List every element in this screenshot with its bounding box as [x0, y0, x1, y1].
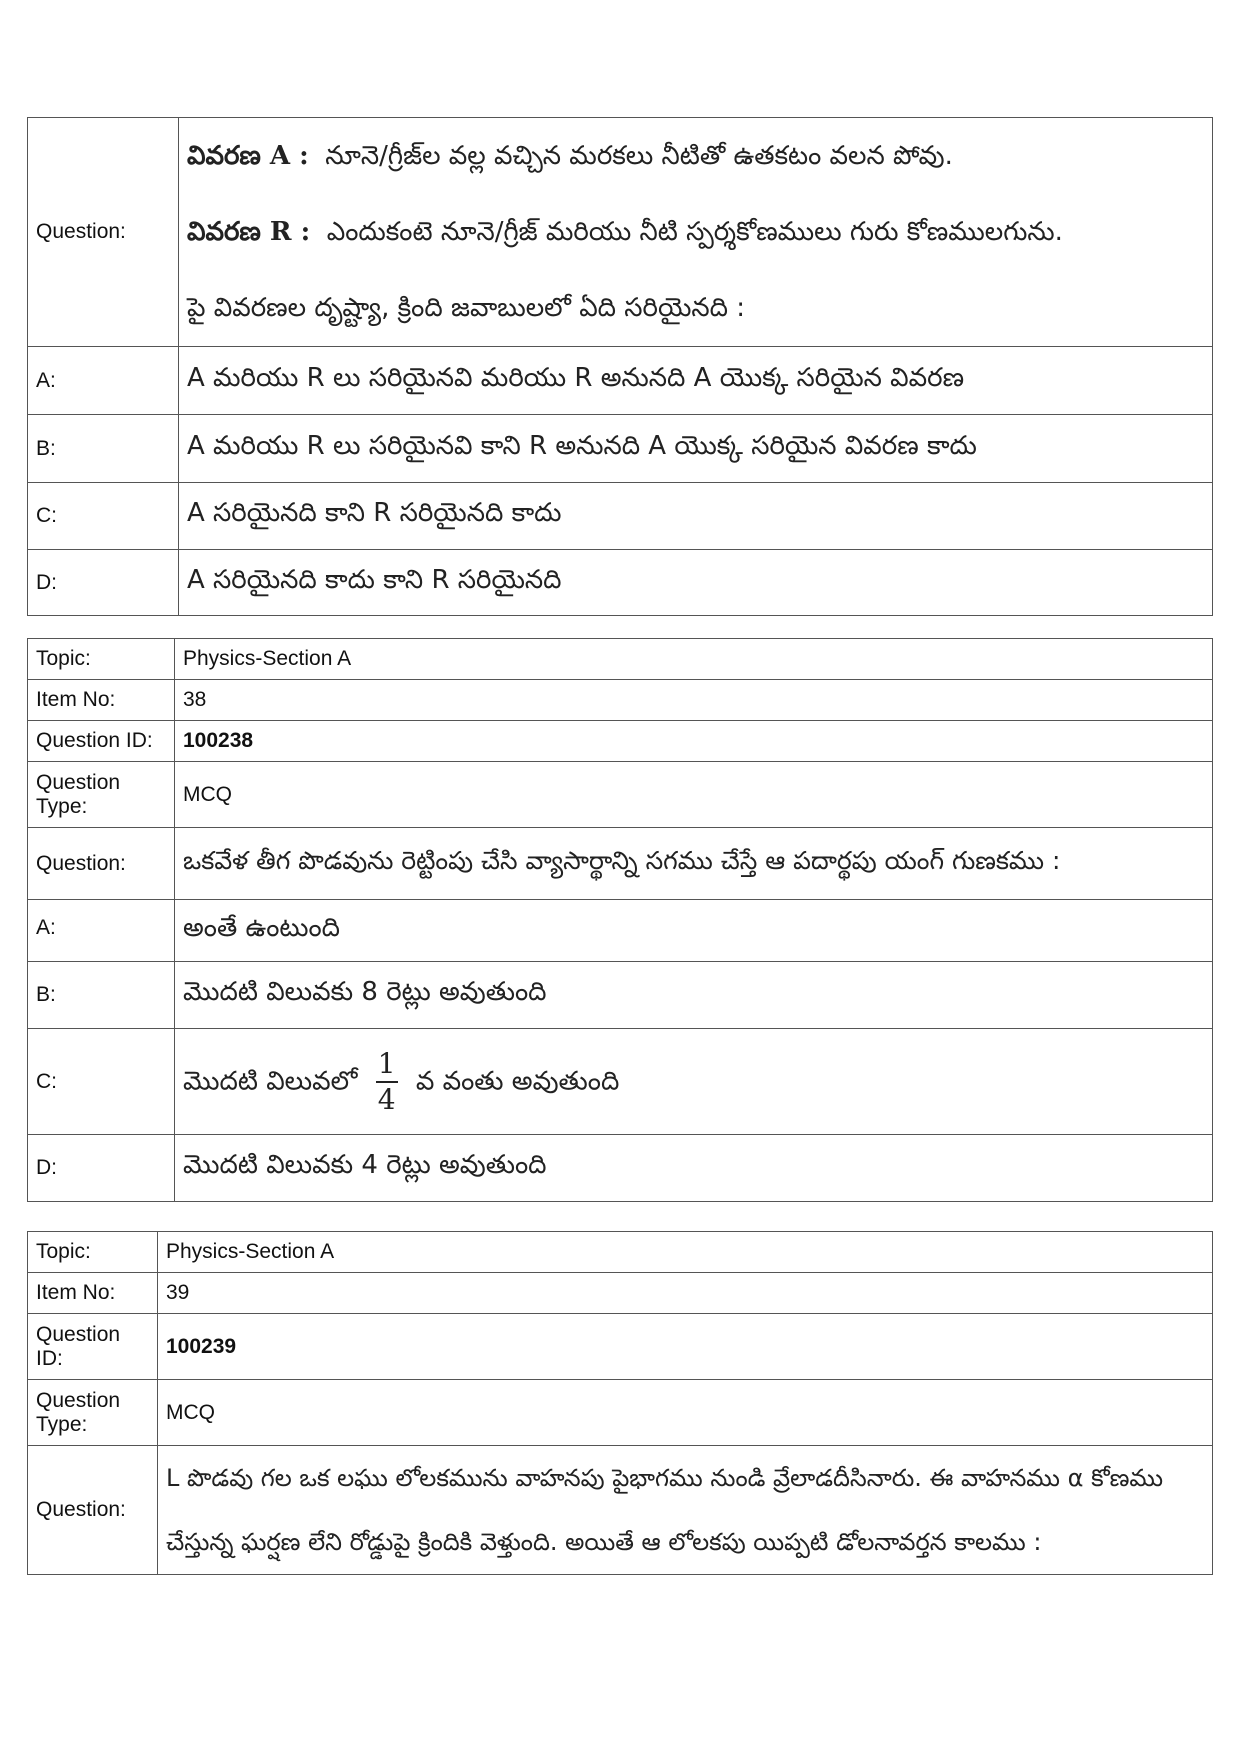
statement-a: వివరణ A : నూనె/గ్రీజ్‌ల వల్ల వచ్చిన మరకలు నీటితో ఉతకటం వలన పోవు. [187, 141, 953, 171]
fraction-denominator: 4 [377, 1082, 396, 1116]
option-a-text: A మరియు R లు సరియైనవి మరియు R అనునది A యొక్క సరియైన వివరణ [179, 347, 1213, 415]
question-id-label: Question ID: [28, 1314, 158, 1380]
question-label: Question: [28, 118, 179, 347]
question-id-label: Question ID: [28, 721, 175, 762]
fraction [376, 1047, 398, 1117]
option-label: A: [28, 900, 175, 962]
question-type-value: MCQ [158, 1380, 1213, 1446]
option-c-text: A సరియైనది కాని R సరియైనది కాదు [179, 483, 1213, 550]
option-label: A: [28, 347, 179, 415]
question-line-1: L పొడవు గల ఒక లఘు లోలకమును వాహనపు పైభాగము నుండి వ్రేలాడదీసినారు. ఈ వాహనము α కోణము [166, 1464, 1164, 1492]
option-label: B: [28, 415, 179, 483]
fraction-numerator: 1 [377, 1046, 396, 1080]
question-id-value: 100239 [158, 1314, 1213, 1380]
question-38-table [27, 638, 1213, 1202]
question-type-label: Question Type: [28, 1380, 158, 1446]
topic-value: Physics-Section A [175, 639, 1213, 680]
question-label: Question: [28, 828, 175, 900]
item-no-value: 38 [175, 680, 1213, 721]
question-line-2: చేస్తున్న ఘర్షణ లేని రోడ్డుపై క్రిందికి వెళ్తుంది. అయితే ఆ లోలకపు యిప్పటి డోలనావర్తన కాలము : [166, 1528, 1042, 1556]
option-b-text: A మరియు R లు సరియైనవి కాని R అనునది A యొక్క సరియైన వివరణ కాదు [179, 415, 1213, 483]
question-39-table [27, 1231, 1213, 1575]
question-label: Question: [28, 1446, 158, 1575]
question-type-label: Question Type: [28, 762, 175, 828]
statement-r: వివరణ R : ఎందుకంటె నూనె/గ్రీజ్ మరియు నీటి స్పర్శకోణములు గురు కోణములగును. [187, 217, 1063, 247]
option-b-text: మొదటి విలువకు 8 రెట్లు అవుతుంది [175, 962, 1213, 1029]
option-label: D: [28, 550, 179, 616]
question-37-text [179, 118, 1213, 347]
option-c-text: మొదటి విలువలో $\frac{1}{4}$ వ వంతు అవుతుంది [175, 1029, 1213, 1135]
question-type-value: MCQ [175, 762, 1213, 828]
option-d-text: A సరియైనది కాదు కాని R సరియైనది [179, 550, 1213, 616]
option-label: B: [28, 962, 175, 1029]
topic-label: Topic: [28, 639, 175, 680]
item-no-label: Item No: [28, 680, 175, 721]
instruction: పై వివరణల దృష్ట్యా, క్రింది జవాబులలో ఏది సరియైనది : [187, 293, 746, 323]
question-id-value: 100238 [175, 721, 1213, 762]
topic-value: Physics-Section A [158, 1232, 1213, 1273]
option-label: C: [28, 483, 179, 550]
question-37-table [27, 117, 1213, 616]
topic-label: Topic: [28, 1232, 158, 1273]
option-d-text: మొదటి విలువకు 4 రెట్లు అవుతుంది [175, 1135, 1213, 1202]
question-39-text [158, 1446, 1213, 1575]
item-no-label: Item No: [28, 1273, 158, 1314]
question-38-text: ఒకవేళ తీగ పొడవును రెట్టింపు చేసి వ్యాసార్థాన్ని సగము చేస్తే ఆ పదార్థపు యంగ్ గుణకము : [175, 828, 1213, 900]
option-a-text: అంతే ఉంటుంది [175, 900, 1213, 962]
option-label: C: [28, 1029, 175, 1135]
item-no-value: 39 [158, 1273, 1213, 1314]
option-label: D: [28, 1135, 175, 1202]
